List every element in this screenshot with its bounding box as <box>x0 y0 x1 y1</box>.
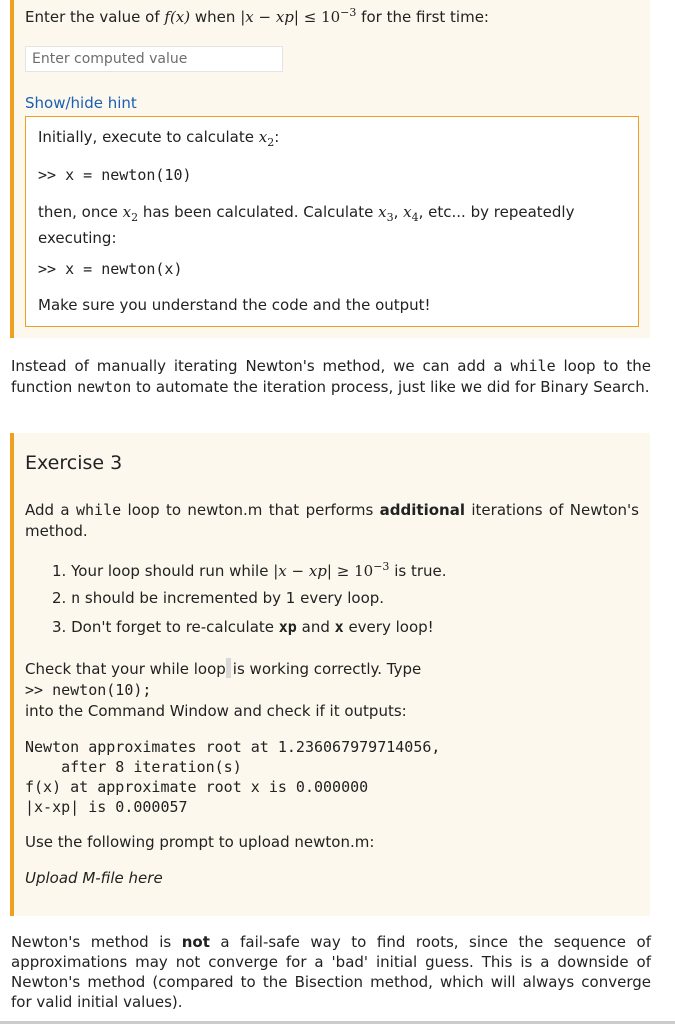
list-item: 3. Don't forget to re-calculate xp and x every loop! <box>52 618 434 636</box>
output-line: after 8 iteration(s) <box>25 758 242 776</box>
exercise-intro: Add a while loop to newton.m that performs additional iterations of Newton's method. <box>25 501 639 540</box>
intro-paragraph: Instead of manually iterating Newton's method, we can add a while loop to the function newton to automate the iteration process, just like we did for Binary Search. <box>11 357 651 396</box>
text-cursor <box>226 658 231 678</box>
list-item: 1. Your loop should run while $|x - xp| \ge 10^{-3}$ is true. <box>52 560 447 580</box>
upload-prompt: Use the following prompt to upload newton.m: <box>25 833 375 851</box>
check-code: >> newton(10); <box>25 681 152 699</box>
list-item: 2. n should be incremented by 1 every loop. <box>52 589 385 607</box>
hint-box <box>25 116 639 327</box>
upload-mfile-link[interactable]: Upload M-file here <box>25 869 163 887</box>
check-instructions: Check that your while loop is working correctly. Type >> newton(10); into the Command Window and check if it outputs: <box>25 660 422 720</box>
hint-line-2: then, once $x_2$ has been calculated. Calculate $x_3$, $x_4$, etc... by repeatedly executing: <box>38 203 575 247</box>
hint-line-1: Initially, execute to calculate $x_2$: <box>38 128 280 149</box>
output-line: |x-xp| is 0.000057 <box>25 798 188 816</box>
output-line: Newton approximates root at 1.236067979714056, <box>25 738 441 756</box>
output-line: f(x) at approximate root x is 0.000000 <box>25 778 369 796</box>
expected-output <box>25 737 440 817</box>
closing-paragraph: Newton's method is not a fail-safe way to find roots, since the sequence of approximations may not converge for a 'bad' initial guess. This is a downside of Newton's method (compared to the Bisection method, which will always converge for valid initial values). <box>11 933 651 1011</box>
question-prompt: Enter the value of f(x) when $|x - xp| \le 10^{-3}$ for the first time: <box>25 6 489 26</box>
hint-code-1: >> x = newton(10) <box>38 166 192 184</box>
hint-line-3: Make sure you understand the code and the output! <box>38 296 431 314</box>
exercise-title: Exercise 3 <box>25 452 123 474</box>
show-hide-hint-link[interactable]: Show/hide hint <box>25 94 137 112</box>
hint-code-2: >> x = newton(x) <box>38 260 183 278</box>
answer-input[interactable] <box>25 46 283 72</box>
